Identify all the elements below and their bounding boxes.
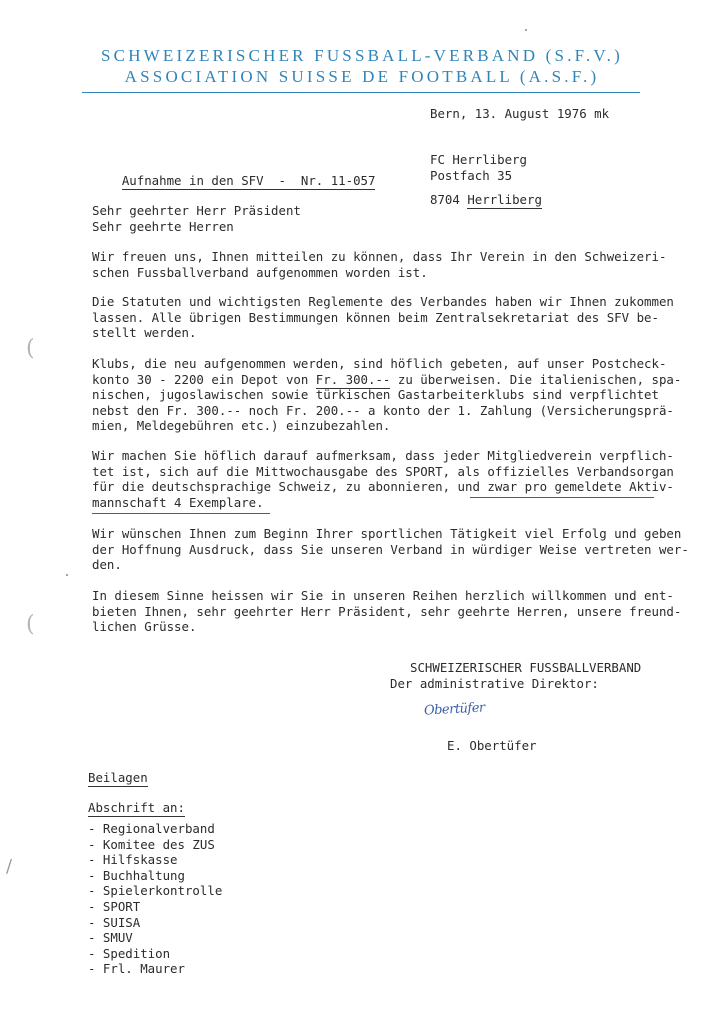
recipient-postcode: 8704 (430, 192, 468, 207)
copies-label: Abschrift an: (88, 800, 185, 815)
paragraph-wishes: Wir wünschen Ihnen zum Beginn Ihrer sportlichen Tätigkeit viel Erfolg und geben der Hoffnung Ausdruck, dass Sie unseren Verband in würdiger Weise vertreten wer- den. (92, 526, 689, 572)
subject-label: Aufnahme in den SFV - Nr. (121, 172, 331, 188)
subject-line (92, 157, 375, 204)
letterhead-german: SCHWEIZERISCHER FUSSBALL-VERBAND (S.F.V.) (101, 46, 623, 65)
salutation-line-2: Sehr geehrte Herren (92, 219, 234, 234)
list-item: - SMUV (88, 930, 133, 946)
enclosures-label: Beilagen (88, 770, 148, 785)
salutation-line-1: Sehr geehrter Herr Präsident (92, 203, 301, 218)
recipient-address: Postfach 35 (430, 168, 513, 183)
paragraph-subscription: Wir machen Sie höflich darauf aufmerksam, dass jeder Mitgliedverein verpflich- tet ist, sich auf die Mittwochausgabe des SPORT, als offizielles Verbandsorgan für die deutschsprachige Schweiz, zu abonnieren, und zwar pro gemeldete Aktiv- mannschaft 4 Exemplare. (92, 448, 674, 510)
recipient-name: FC Herrliberg (430, 152, 527, 167)
letterhead-rule (82, 92, 640, 93)
pen-underline-2 (92, 513, 270, 514)
punch-hole-mark-bottom: ( (26, 612, 35, 637)
paper-speck (525, 29, 527, 31)
closing-organisation: SCHWEIZERISCHER FUSSBALLVERBAND (410, 660, 642, 675)
letter-date: Bern, 13. August 1976 mk (430, 106, 610, 121)
list-item: - Hilfskasse (88, 852, 178, 868)
list-item: - Regionalverband (88, 821, 215, 836)
pen-underline-1 (470, 497, 654, 498)
paper-speck (66, 574, 68, 576)
closing-role: Der administrative Direktor: (390, 676, 599, 691)
recipient-city-line (430, 192, 542, 208)
handwritten-signature: Obertüfer (423, 700, 486, 719)
paragraph-admission: Wir freuen uns, Ihnen mitteilen zu können, dass Ihr Verein in den Schweizeri- schen Fussballverband aufgenommen worden ist. (92, 249, 667, 280)
recipient-city: Herrliberg (467, 192, 542, 207)
copies-list (88, 821, 222, 977)
list-item: - Komitee des ZUS (88, 836, 215, 852)
list-item: - Buchhaltung (88, 867, 185, 883)
deposit-text-end: zu überweisen. Die italienischen, spa- nischen, jugoslawischen sowie türkischen Gastarbeiterklubs sind verpflichtet nebst den Fr. 300.-- noch Fr. 200.-- a konto der 1. Zahlung (Versicherungsprä- mien, Meldegebühren etc.) einzubezahlen. (92, 371, 682, 433)
paragraph-statutes: Die Statuten und wichtigsten Reglemente des Verbandes haben wir Ihnen zukommen lassen. Alle übrigen Bestimmungen können beim Zentralsekretariat des SFV be- stellt werden. (92, 294, 674, 340)
deposit-text-start: Klubs, die neu aufgenommen werden, sind höflich gebeten, auf unser Postcheck- konto 30 - 2200 ein Depot von (92, 356, 667, 387)
deposit-amount: Fr. 300.-- (315, 371, 391, 387)
list-item: - SUISA (88, 914, 141, 930)
subject-number: 11-057 (330, 172, 376, 188)
paragraph-deposit (92, 356, 682, 434)
list-item: - Spielerkontrolle (88, 883, 223, 899)
letterhead-french: ASSOCIATION SUISSE DE FOOTBALL (A.S.F.) (124, 67, 600, 86)
punch-hole-mark-top: ( (26, 336, 35, 361)
paragraph-greetings: In diesem Sinne heissen wir Sie in unseren Reihen herzlich willkommen und ent- bieten Ihnen, sehr geehrter Herr Präsident, sehr geehrte Herren, unsere freund- lichen Grüsse. (92, 588, 682, 634)
margin-mark: / (6, 856, 13, 877)
list-item: - Frl. Maurer (88, 961, 185, 977)
signer-name: E. Obertüfer (447, 738, 537, 753)
list-item: - SPORT (88, 898, 141, 914)
list-item: - Spedition (88, 945, 171, 961)
